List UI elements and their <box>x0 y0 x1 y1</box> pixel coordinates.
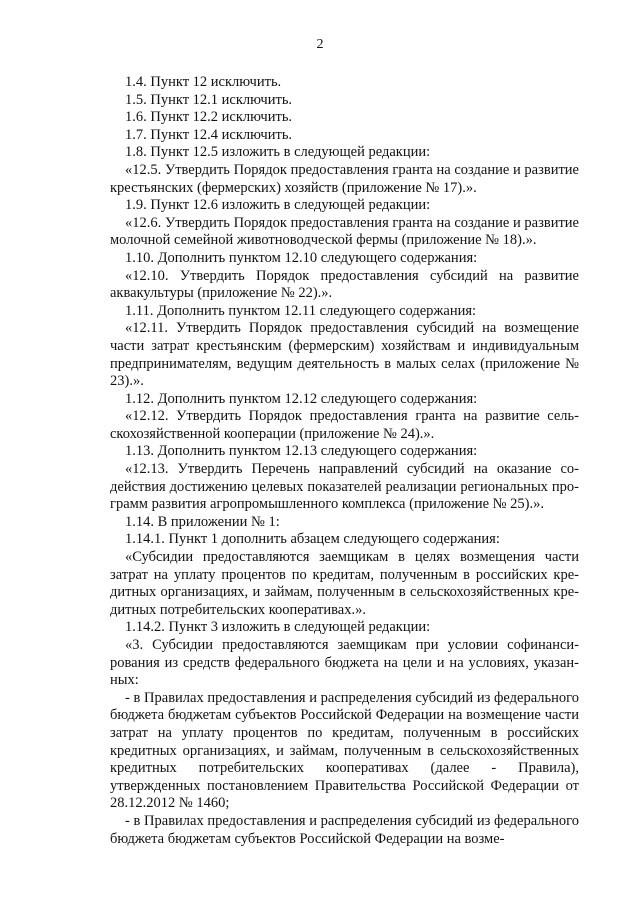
paragraph: «12.5. Утвердить Порядок предоставления гранта на создание и развитие крестьянских (фермерских) хозяйств (приложение № 17).». <box>110 161 579 196</box>
paragraph: «12.11. Утвердить Порядок предоставления субсидий на возмещение части затрат крестьянским (фермерским) хозяйствам и индивидуальным предпринимателям, ведущим деятельность в малых селах (приложение № 23).». <box>110 320 579 390</box>
paragraph: 1.8. Пункт 12.5 изложить в следующей редакции: <box>125 144 431 161</box>
paragraph: 1.14.1. Пункт 1 дополнить абзацем следующего содержания: <box>125 531 500 548</box>
paragraph: «3. Субсидии предоставляются заемщикам при условии софинансирования из средств федерального бюджета на цели и на условиях, указанных: <box>110 637 579 689</box>
page-number: 2 <box>316 37 324 52</box>
paragraph: 1.4. Пункт 12 исключить. <box>125 74 282 90</box>
paragraph: 1.14.2. Пункт 3 изложить в следующей редакции: <box>125 619 431 636</box>
paragraph: «12.13. Утвердить Перечень направлений субсидий на оказание содействия достижению целевых показателей реализации региональных программ развития агропромышленного комплекса (приложение № 25).». <box>110 461 579 513</box>
paragraph: 1.10. Дополнить пунктом 12.10 следующего содержания: <box>125 249 478 266</box>
paragraph: - в Правилах предоставления и распределения субсидий из федерального бюджета бюджетам субъектов Российской Федерации на возме- <box>110 812 579 847</box>
paragraph: 1.7. Пункт 12.4 исключить. <box>125 126 293 143</box>
paragraph: 1.5. Пункт 12.1 исключить. <box>125 91 293 108</box>
paragraph: «12.12. Утвердить Порядок предоставления гранта на развитие сельскохозяйственной кооперации (приложение № 24).». <box>110 408 579 442</box>
paragraph: 1.13. Дополнить пунктом 12.13 следующего содержания: <box>125 443 478 460</box>
paragraph: 1.11. Дополнить пунктом 12.11 следующего содержания: <box>125 302 477 319</box>
paragraph: «12.6. Утвердить Порядок предоставления гранта на создание и развитие молочной семейной животноводческой фермы (приложение № 18).». <box>110 214 579 249</box>
paragraph: 1.12. Дополнить пунктом 12.12 следующего содержания: <box>125 390 478 407</box>
paragraph: 1.9. Пункт 12.6 изложить в следующей редакции: <box>125 197 431 214</box>
paragraph: 1.6. Пункт 12.2 исключить. <box>125 109 293 126</box>
paragraph: 1.14. В приложении № 1: <box>125 513 280 530</box>
paragraph: - в Правилах предоставления и распределения субсидий из федерального бюджета бюджетам субъектов Российской Федерации на возмещение части затрат на уплату процентов по кредитам, полученным в российских кредитных организациях, и займам, полученным в сельскохозяйственных кредитных потребительских кооперативах (далее - Правила), утвержденных постановлением Правительства Российской Федерации от 28.12.2012 № 1460; <box>110 689 579 812</box>
paragraph: «Субсидии предоставляются заемщикам в целях возмещения части затрат на уплату процентов по кредитам, полученным в российских кредитных организациях, и займам, полученным в сельскохозяйственных кредитных потребительских кооперативах.». <box>110 549 579 618</box>
paragraph: «12.10. Утвердить Порядок предоставления субсидий на развитие аквакультуры (приложение № 22).». <box>110 267 579 302</box>
document-body <box>110 74 579 848</box>
